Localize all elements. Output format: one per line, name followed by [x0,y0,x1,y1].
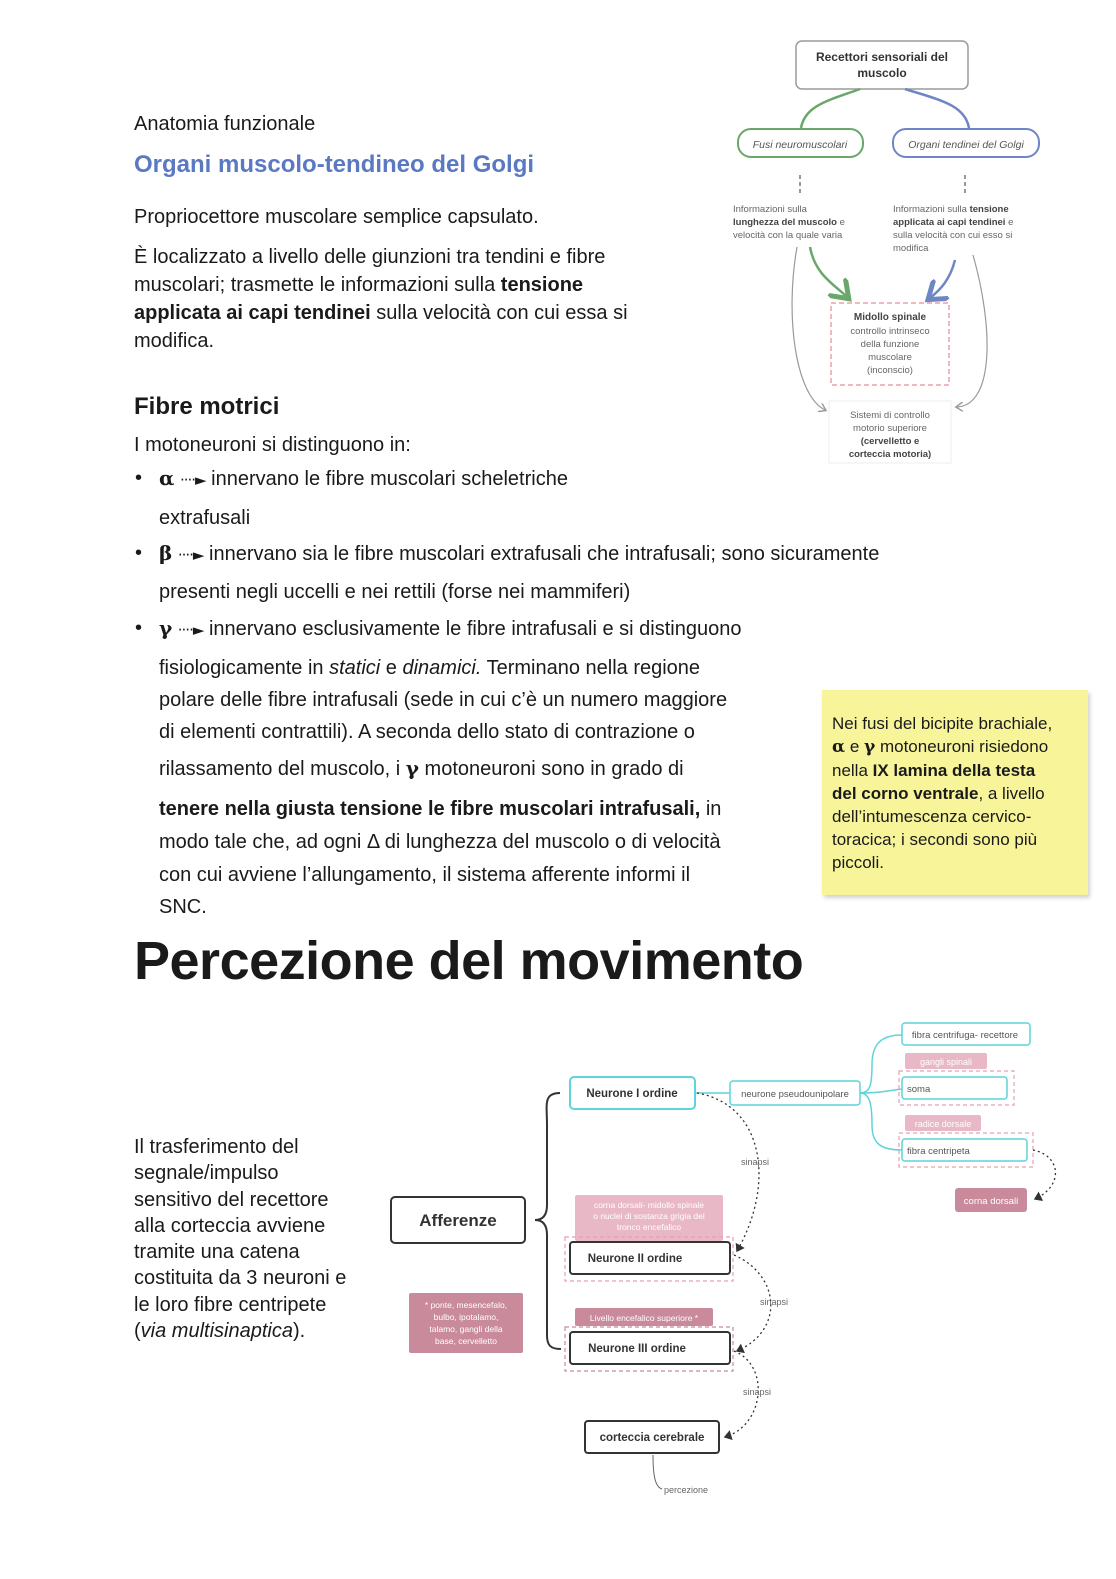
branch-blue [905,89,969,128]
svg-text:o nuclei di sostanza grigia de: o nuclei di sostanza grigia del [593,1211,705,1221]
root-text-2: muscolo [857,66,907,80]
svg-text:base, cervelletto: base, cervelletto [435,1336,497,1346]
brace [535,1093,561,1349]
svg-text:Livello encefalico superiore *: Livello encefalico superiore * [589,1313,699,1323]
gamma-line-4: rilassamento del muscolo, i γ motoneuroni sono in grado di [159,756,684,780]
golgi-text: Organi tendinei del Golgi [908,139,1024,151]
svg-text:modifica: modifica [893,243,929,254]
svg-text:tronco encefalico: tronco encefalico [616,1222,682,1232]
svg-text:radice dorsale: radice dorsale [914,1119,972,1129]
gamma-line-3: di elementi contrattili). A seconda dello stato di contrazione o [159,721,695,743]
svg-text:corteccia motoria): corteccia motoria) [848,449,932,460]
svg-text:corteccia cerebrale: corteccia cerebrale [599,1432,705,1444]
branch-green [801,89,860,128]
gamma-line-1: fisiologicamente in statici e dinamici. Terminano nella regione [159,657,701,679]
svg-text:Neurone II ordine: Neurone II ordine [587,1253,683,1265]
gamma-line-5: tenere nella giusta tensione le fibre muscolari intrafusali, in [159,798,722,820]
sticky-note: Nei fusi del bicipite brachiale, α e γ motoneuroni risiedono nella IX lamina della testa del corno ventrale, a livello dell’intumescenza cervico- toracica; i secondi sono più piccoli. [822,690,1088,895]
gamma-line-2: polare delle fibre intrafusali (sede in cui c’è un numero maggiore [159,689,728,711]
gamma-line-6: modo tale che, ad ogni Δ di lunghezza del muscolo o di velocità [159,831,721,853]
svg-text:neurone pseudounipolare: neurone pseudounipolare [741,1089,849,1100]
svg-text:percezione: percezione [664,1485,709,1495]
svg-text:motorio superiore: motorio superiore [853,423,927,434]
gamma-line-7: con cui avviene l’allungamento, il sistema afferente informi il [159,864,691,886]
svg-text:applicata ai capi tendinei e: applicata ai capi tendinei e [893,217,1014,228]
paragraph-trasferimento: Il trasferimento del segnale/impulso sensitivo del recettore alla corteccia avviene tramite una catena costituita da 3 neuroni e le loro fibre centripete (via multisinaptica). [134,1136,347,1343]
svg-text:sinapsi: sinapsi [743,1387,772,1397]
svg-text:Informazioni sulla tensione: Informazioni sulla tensione [893,204,1009,215]
heading-fibre-motrici: Fibre motrici [134,393,280,420]
bullet-dot: • [135,617,143,639]
svg-text:(inconscio): (inconscio) [867,365,913,376]
svg-text:corna dorsali: corna dorsali [963,1196,1019,1207]
svg-text:sinapsi: sinapsi [741,1157,770,1167]
page-title: Percezione del movimento [134,931,804,991]
svg-text:Neurone III ordine: Neurone III ordine [588,1343,686,1355]
svg-text:* ponte, mesencefalo,: * ponte, mesencefalo, [424,1300,508,1310]
afferenze-diagram [385,1015,1075,1500]
bullet-alpha-cont: extrafusali [159,507,251,529]
svg-text:talamo, gangli della: talamo, gangli della [429,1324,503,1334]
fibre-intro: I motoneuroni si distinguono in: [134,434,411,456]
svg-text:della funzione: della funzione [860,339,920,350]
svg-text:Sistemi di controllo: Sistemi di controllo [850,410,930,421]
svg-text:fibra centrifuga- recettore: fibra centrifuga- recettore [911,1030,1019,1041]
root-text-1: Recettori sensoriali del [815,50,949,64]
paragraph-capsulato: Propriocettore muscolare semplice capsulato. [134,206,539,228]
svg-text:Informazioni sulla: Informazioni sulla [733,204,807,215]
svg-text:sinapsi: sinapsi [760,1297,789,1307]
section-title: Organi muscolo-tendineo del Golgi [134,151,535,178]
paragraph-golgi: È localizzato a livello delle giunzioni tra tendini e fibre muscolari; trasmette le informazioni sulla tensione applicata ai capi tendinei sulla velocità con cui essa si modifica. [134,246,628,352]
svg-text:sulla velocità con cui esso si: sulla velocità con cui esso si [893,230,1013,241]
afferenze-text: Afferenze [419,1211,497,1230]
svg-text:Neurone I ordine: Neurone I ordine [586,1088,678,1100]
svg-text:lunghezza del muscolo e: lunghezza del muscolo e [733,217,845,228]
svg-text:muscolare: muscolare [868,352,912,363]
bullet-dot: • [135,542,143,564]
bullet-gamma: γ ····► innervano esclusivamente le fibre intrafusali e si distinguono [159,616,742,640]
svg-text:bulbo, ipotalamo,: bulbo, ipotalamo, [433,1312,499,1322]
svg-text:fibra centripeta: fibra centripeta [907,1146,970,1157]
fusi-text: Fusi neuromuscolari [752,139,848,151]
bullet-alpha: α ····► innervano le fibre muscolari scheletriche [159,466,568,490]
gamma-line-8: SNC. [159,896,207,918]
svg-text:Midollo spinale: Midollo spinale [853,312,927,323]
svg-text:corna dorsali- midollo spinale: corna dorsali- midollo spinale [593,1200,705,1210]
receptor-diagram [725,35,1055,470]
svg-text:gangli spinali: gangli spinali [919,1057,973,1067]
section-label: Anatomia funzionale [134,113,316,135]
svg-text:soma: soma [907,1084,931,1095]
root-box [796,41,968,89]
bullet-dot: • [135,467,143,489]
bullet-beta: β ····► innervano sia le fibre muscolari extrafusali che intrafusali; sono sicuramente [159,541,880,565]
svg-text:(cervelletto e: (cervelletto e [860,436,920,447]
bullet-beta-cont: presenti negli uccelli e nei rettili (forse nei mammiferi) [159,581,631,603]
svg-text:controllo intrinseco: controllo intrinseco [850,326,930,337]
svg-text:velocità con la quale varia: velocità con la quale varia [733,230,843,241]
